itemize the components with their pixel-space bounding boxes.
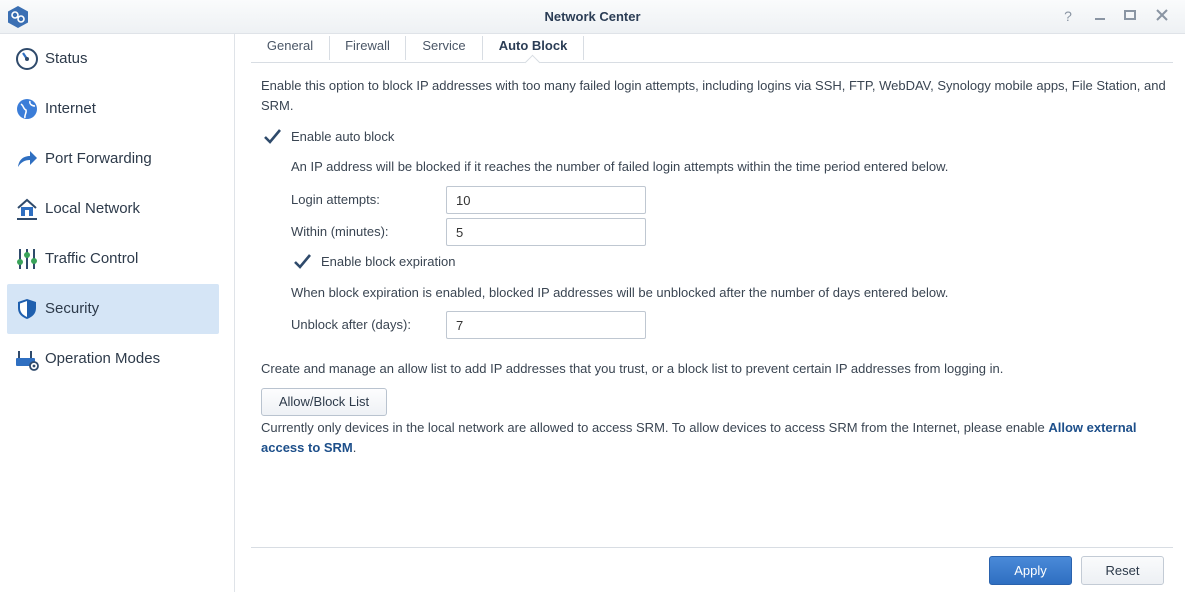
tab-service[interactable]: Service [422, 38, 466, 53]
notice-suffix: . [352, 440, 357, 455]
apply-button[interactable]: Apply [989, 556, 1072, 585]
sidebar-item-port-forwarding[interactable] [7, 134, 219, 184]
tab-general[interactable]: General [266, 38, 314, 53]
sidebar-item-label: Internet [45, 100, 96, 117]
sidebar-item-operation-modes[interactable] [7, 334, 219, 384]
login-attempts-value: 10 [456, 193, 471, 208]
sidebar-item-status[interactable] [7, 34, 219, 84]
sidebar-item-label: Security [45, 300, 100, 317]
within-minutes-input[interactable] [446, 218, 646, 246]
unblock-after-label: Unblock after (days): [291, 317, 411, 332]
enable-auto-block-checkbox[interactable] [262, 127, 282, 147]
footer-divider [251, 547, 1173, 548]
shield-icon [15, 297, 39, 321]
window-title: Network Center [544, 9, 641, 24]
enable-auto-block-label[interactable]: Enable auto block [291, 129, 395, 144]
within-minutes-value: 5 [456, 225, 464, 240]
sidebar-item-traffic-control[interactable] [7, 234, 219, 284]
minimize-icon[interactable] [1092, 8, 1108, 24]
enable-block-expiration-label[interactable]: Enable block expiration [321, 254, 456, 269]
tab-bar [251, 34, 1173, 63]
home-network-icon [15, 197, 39, 221]
unblock-after-input[interactable] [446, 311, 646, 339]
allow-block-list-button[interactable]: Allow/Block List [261, 388, 387, 416]
sidebar-item-local-network[interactable] [7, 184, 219, 234]
sidebar-item-security[interactable] [7, 284, 219, 334]
gauge-icon [15, 47, 39, 71]
arrow-forward-icon [15, 147, 39, 171]
reset-button[interactable]: Reset [1081, 556, 1164, 585]
sidebar-item-label: Operation Modes [45, 350, 161, 367]
sliders-icon [15, 247, 39, 271]
sidebar-item-label: Port Forwarding [45, 150, 152, 167]
sidebar-item-label: Local Network [45, 200, 141, 217]
sidebar-item-label: Traffic Control [45, 250, 139, 267]
sidebar-item-label: Status [45, 50, 88, 67]
external-access-notice [261, 418, 1171, 458]
expiration-description: When block expiration is enabled, blocked IP addresses will be unblocked after the number of days entered below. [291, 285, 949, 300]
tab-divider [583, 36, 584, 60]
title-bar [0, 0, 1185, 34]
tab-firewall[interactable]: Firewall [345, 38, 390, 53]
unblock-after-value: 7 [456, 318, 464, 333]
help-icon[interactable]: ? [1064, 8, 1072, 24]
allow-external-access-link[interactable]: Allow external access to SRM [261, 420, 1137, 455]
block-description: An IP address will be blocked if it reaches the number of failed login attempts within the time period entered below. [291, 159, 949, 174]
intro-text: Enable this option to block IP addresses with too many failed login attempts, including logins via SSH, FTP, WebDAV, Synology mobile apps, File Station, and SRM. [261, 78, 1166, 113]
enable-block-expiration-checkbox[interactable] [292, 252, 312, 272]
globe-icon [15, 97, 39, 121]
sidebar [0, 34, 235, 592]
sidebar-item-internet[interactable] [7, 84, 219, 134]
router-gear-icon [15, 347, 39, 371]
login-attempts-input[interactable] [446, 186, 646, 214]
within-minutes-label: Within (minutes): [291, 224, 389, 239]
close-icon[interactable] [1154, 8, 1170, 24]
list-description: Create and manage an allow list to add IP addresses that you trust, or a block list to prevent certain IP addresses from logging in. [261, 361, 1004, 376]
maximize-icon[interactable] [1122, 8, 1138, 24]
tab-auto-block[interactable]: Auto Block [498, 38, 568, 53]
login-attempts-label: Login attempts: [291, 192, 380, 207]
notice-text: Currently only devices in the local network are allowed to access SRM. To allow devices to access SRM from the Internet, please enable [261, 420, 1049, 435]
